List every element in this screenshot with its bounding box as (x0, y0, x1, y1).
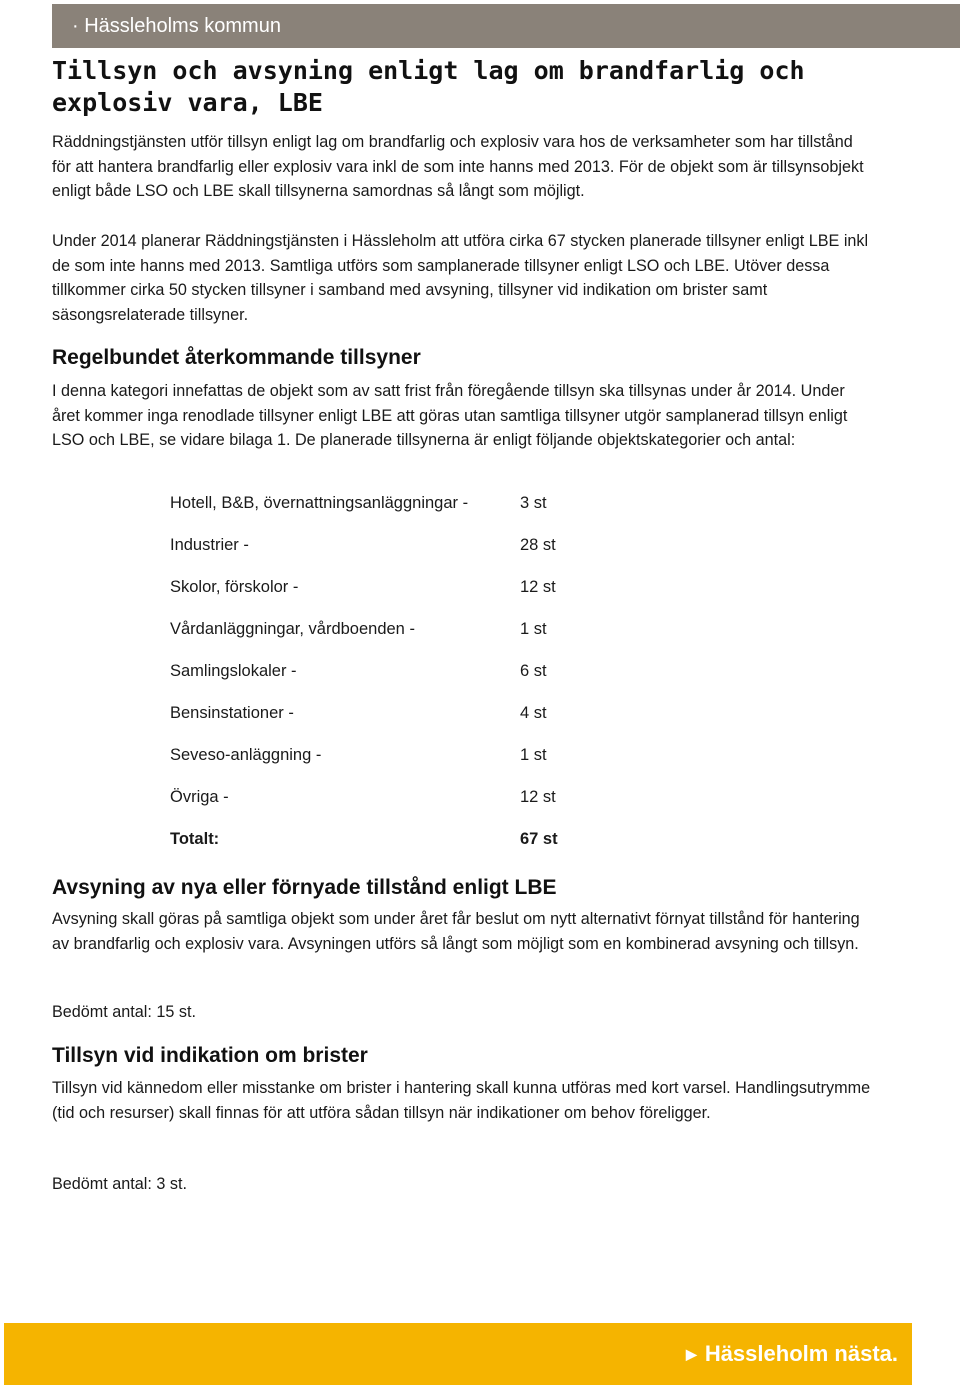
category-count: 12 st (520, 578, 556, 596)
category-count: 4 st (520, 704, 547, 722)
category-count: 28 st (520, 536, 556, 554)
category-name: Samlingslokaler - (170, 662, 297, 680)
total-row (170, 830, 690, 854)
list-item (170, 494, 690, 518)
footer-tagline-block (686, 1341, 898, 1367)
list-item (170, 704, 690, 728)
category-count: 1 st (520, 620, 547, 638)
document-title: Tillsyn och avsyning enligt lag om brandfarlig och explosiv vara, LBE (52, 56, 805, 117)
footer-bar (4, 1323, 912, 1385)
category-name: Övriga - (170, 788, 229, 806)
footer-tagline: Hässleholm nästa. (704, 1341, 898, 1366)
intro-paragraph-2: Under 2014 planerar Räddningstjänsten i Hässleholm att utföra cirka 67 stycken planerade tillsyner enligt LBE inkl de som inte hanns med 2013. Samtliga utförs som samplanerade tillsyner enligt LSO och LBE. Utöver dessa tillkommer cirka 50 stycken tillsyner i samband med avsyning, tillsyner vid indikation om brister samt säsongsrelaterade tillsyner. (52, 232, 869, 324)
list-item (170, 578, 690, 602)
category-name: Hotell, B&B, övernattningsanläggningar - (170, 494, 469, 512)
estimate-indication: Bedömt antal: 3 st. (52, 1175, 187, 1193)
section-text-inspection: Avsyning skall göras på samtliga objekt som under året får beslut om nytt alternativt förnyat tillstånd för hantering av brandfarlig och explosiv vara. Avsyningen utförs så långt som möjligt som en kombinerad avsyning och tillsyn. (52, 910, 860, 953)
section-heading-regular: Regelbundet återkommande tillsyner (52, 346, 421, 369)
section-text-indication: Tillsyn vid kännedom eller misstanke om brister i hantering skall kunna utföras med kort varsel. Handlingsutrymme (tid och resurser) skall finnas för att utföra sådan tillsyn när indikationer om behov föreligger. (52, 1079, 871, 1122)
category-name: Industrier - (170, 536, 249, 554)
org-name: · Hässleholms kommun (72, 15, 281, 37)
list-item (170, 746, 690, 770)
category-name: Skolor, förskolor - (170, 578, 299, 596)
header-bar (52, 4, 960, 48)
estimate-inspection: Bedömt antal: 15 st. (52, 1003, 196, 1021)
triangle-right-icon: ▶ (686, 1346, 697, 1362)
section-heading-inspection: Avsyning av nya eller förnyade tillstånd enligt LBE (52, 876, 557, 899)
total-label: Totalt: (170, 830, 220, 848)
category-count: 6 st (520, 662, 547, 680)
category-name: Seveso-anläggning - (170, 746, 322, 764)
total-count: 67 st (520, 830, 558, 848)
category-count: 3 st (520, 494, 547, 512)
list-item (170, 662, 690, 686)
intro-paragraph-1: Räddningstjänsten utför tillsyn enligt lag om brandfarlig och explosiv vara hos de verksamheter som har tillstånd för att hantera brandfarlig eller explosiv vara inkl de som inte hanns med 2013. För de objekt som är tillsynsobjekt enligt både LSO och LBE skall tillsynerna samordnas så långt som möjligt. (52, 133, 864, 200)
section-text-regular: I denna kategori innefattas de objekt som av satt frist från föregående tillsyn ska tillsynas under år 2014. Under året kommer inga renodlade tillsyner enligt LBE att göras utan samtliga tillsyner utgör samplanerad tillsyn enligt LSO och LBE, se vidare bilaga 1. De planerade tillsynerna är enligt följande objektskategorier och antal: (52, 382, 848, 449)
section-heading-indication: Tillsyn vid indikation om brister (52, 1044, 368, 1067)
category-name: Vårdanläggningar, vårdboenden - (170, 620, 415, 638)
list-item (170, 536, 690, 560)
list-item (170, 620, 690, 644)
category-name: Bensinstationer - (170, 704, 294, 722)
list-item (170, 788, 690, 812)
category-count: 12 st (520, 788, 556, 806)
category-count: 1 st (520, 746, 547, 764)
